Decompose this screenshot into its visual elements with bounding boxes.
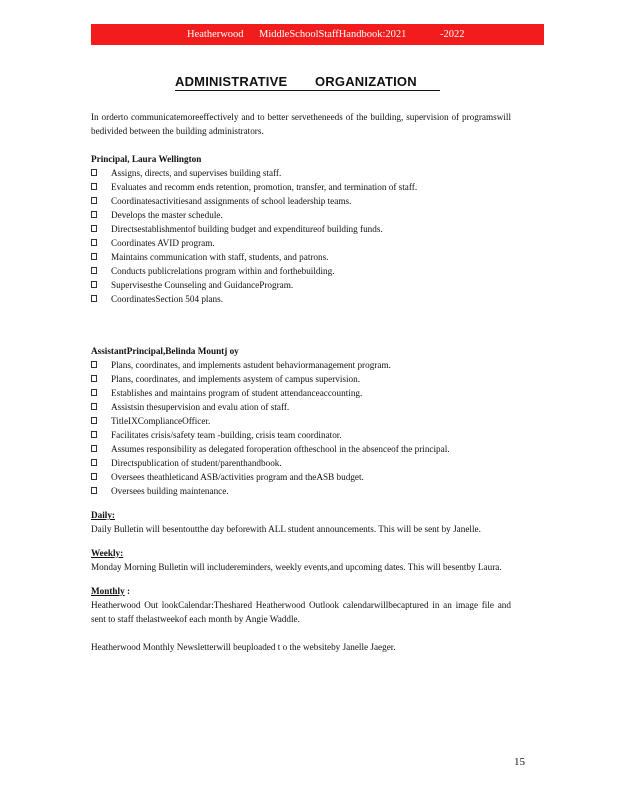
header-bar xyxy=(91,24,544,45)
list-item: Conducts publicrelations program within and forthebuilding. xyxy=(91,264,511,278)
assistant-principal-heading: AssistantPrincipal,Belinda Mountj oy xyxy=(91,346,239,356)
list-item: Oversees building maintenance. xyxy=(91,484,511,498)
list-item: Coordinates AVID program. xyxy=(91,236,511,250)
title-part1: ADMINISTRATIVE xyxy=(175,74,288,89)
title-part2: ORGANIZATION xyxy=(315,74,417,89)
header-year-end: -2022 xyxy=(440,29,465,40)
intro-paragraph: In orderto communicatemoreeffectively and to better servetheneeds of the building, supervision of programswill bedivided between the building administrators. xyxy=(91,112,511,136)
page-title xyxy=(175,74,440,91)
monthly-heading: Monthly xyxy=(91,586,125,596)
document-body xyxy=(91,110,511,654)
list-item: Maintains communication with staff, students, and patrons. xyxy=(91,250,511,264)
principal-heading: Principal, Laura Wellington xyxy=(91,154,202,164)
daily-heading: Daily: xyxy=(91,510,115,520)
weekly-heading: Weekly: xyxy=(91,548,124,558)
list-item: Directsestablishmentof building budget and expenditureof building funds. xyxy=(91,222,511,236)
list-item: Plans, coordinates, and implements asystem of campus supervision. xyxy=(91,372,511,386)
list-item: Establishes and maintains program of student attendanceaccounting. xyxy=(91,386,511,400)
monthly-text-newsletter: Heatherwood Monthly Newsletterwill beuploaded t o the websiteby Janelle Jaeger. xyxy=(91,642,396,652)
list-item: Coordinatesactivitiesand assignments of school leadership teams. xyxy=(91,194,511,208)
list-item: CoordinatesSection 504 plans. xyxy=(91,292,511,306)
list-item: Assumes responsibility as delegated foroperation oftheschool in the absenceof the principal. xyxy=(91,442,511,456)
header-school: Heatherwood xyxy=(187,29,244,40)
list-item: Facilitates crisis/safety team -building, crisis team coordinator. xyxy=(91,428,511,442)
monthly-heading-line xyxy=(91,584,511,598)
list-item: Plans, coordinates, and implements astudent behaviormanagement program. xyxy=(91,358,511,372)
monthly-heading-suffix: : xyxy=(127,586,131,596)
assistant-duties-list xyxy=(91,358,511,498)
weekly-text: Monday Morning Bulletin will includereminders, weekly events,and upcoming dates. This will besentby Laura. xyxy=(91,562,502,572)
list-item: Supervisesthe Counseling and GuidanceProgram. xyxy=(91,278,511,292)
header-handbook: MiddleSchoolStaffHandbook:2021 xyxy=(259,29,407,40)
list-item: Directspublication of student/parenthandbook. xyxy=(91,456,511,470)
list-item: Oversees theathleticand ASB/activities program and theASB budget. xyxy=(91,470,511,484)
list-item: Assistsin thesupervision and evalu ation of staff. xyxy=(91,400,511,414)
page-number: 15 xyxy=(514,756,525,768)
list-item: TitleIXComplianceOfficer. xyxy=(91,414,511,428)
list-item: Evaluates and recomm ends retention, promotion, transfer, and termination of staff. xyxy=(91,180,511,194)
principal-duties-list xyxy=(91,166,511,306)
daily-text: Daily Bulletin will besentoutthe day beforewith ALL student announcements. This will be sent by Janelle. xyxy=(91,524,481,534)
list-item: Develops the master schedule. xyxy=(91,208,511,222)
list-item: Assigns, directs, and supervises building staff. xyxy=(91,166,511,180)
monthly-text-calendar: Heatherwood Out lookCalendar:Theshared Heatherwood Outlook calendarwillbecaptured in an image file and sent to staff thelastweekof each month by Angie Waddle. xyxy=(91,600,511,624)
